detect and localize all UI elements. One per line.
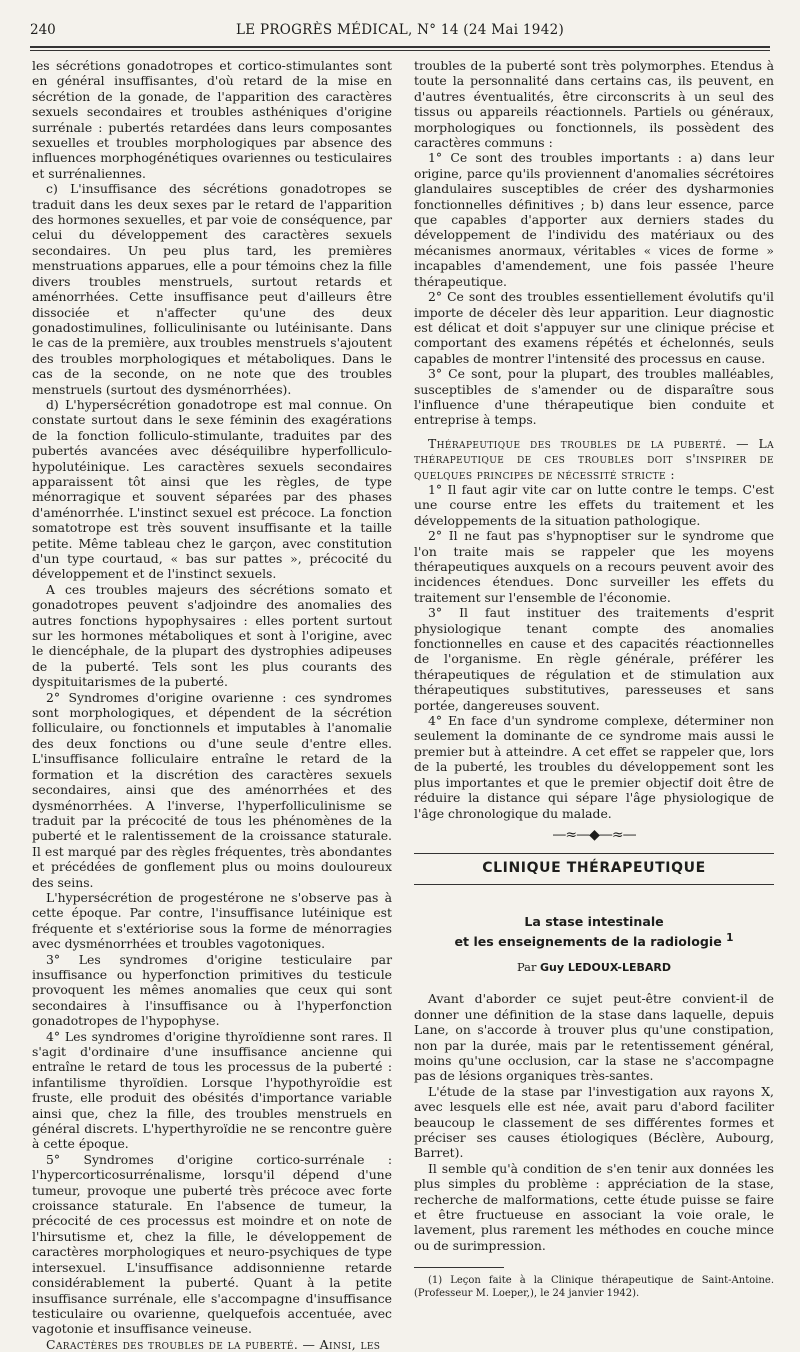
paragraph: 3° Ce sont, pour la plupart, des troubles malléables, susceptibles de s'amender ou de disparaître sous l'influence d'une thérapeutique bien conduite et entreprise à temps. [414, 366, 774, 428]
paragraph: d) L'hypersécrétion gonadotrope est mal connue. On constate surtout dans le sexe féminin des exagérations de la fonction folliculo-stimulante, traduites par des pubertés avancées avec déséquilibre hyperfolliculo-hypolutéinique. Les caractères sexuels secondaires apparaissent tôt ainsi que les règles, de type ménorragique et souvent séparées par des phases d'aménorrhée. L'instinct sexuel est précoce. La fonction somatotrope est très souvent insuffisante et la taille petite. Même tableau chez le garçon, avec constitution d'un type courtaud, « bas sur pattes », précocité du développement et de l'instinct sexuels. [32, 396, 392, 582]
paragraph: 2° Il ne faut pas s'hypnoptiser sur le syndrome que l'on traite mais se rappeler que les moyens thérapeutiques auxquels on a recours peuvent avoir des incidences étendues. Donc surveiller les effets du traitement sur l'ensemble de l'économie. [414, 528, 774, 605]
paragraph: 1° Ce sont des troubles importants : a) dans leur origine, parce qu'ils proviennent d'anomalies sécrétoires glandulaires susceptibles de créer des dysharmonies fonctionnelles définitives ; b) dans leur essence, parce que capables d'apporter aux derniers stades du développement de l'individu des matériaux ou des mécanismes anormaux, véritables « vices de forme » incapables d'amendement, une fois passée l'heure thérapeutique. [414, 150, 774, 289]
section-lead: Caractères des troubles de la puberté. — Ainsi, les [46, 1336, 381, 1352]
paragraph: A ces troubles majeurs des sécrétions somato et gonadotropes peuvent s'adjoindre des anomalies des autres fonctions hypophysaires : elles portent surtout sur les hormones métaboliques et sont à l'origine, avec le diencéphale, de la plupart des dystrophies adipeuses de la puberté. Tels sont les plus courants des dyspituitarismes de la puberté. [32, 581, 392, 690]
paragraph: 2° Ce sont des troubles essentiellement évolutifs qu'il importe de déceler dès leur apparition. Leur diagnostic est délicat et doit s'appuyer sur une clinique précise et comportant des examens répétés et échelonnés, seuls capables de montrer l'intensité des processus en cause. [414, 289, 774, 366]
paragraph: 3° Les syndromes d'origine testiculaire par insuffisance ou hyperfonction primitives du testicule provoquent les mêmes anomalies que ceux qui sont secondaires à l'insuffisance ou à l'hyperfonction gonadotropes de l'hypophyse. [32, 951, 392, 1029]
paragraph: 5° Syndromes d'origine cortico-surrénale : l'hypercorticosurrénalisme, lorsqu'il dépend d'une tumeur, provoque une puberté très précoce avec forte croissance staturale. En l'absence de tumeur, la précocité de ces processus est moindre et on note de l'hirsutisme et, chez la fille, le développement de caractères morphologiques et neuro-psychiques de type intersexuel. L'insuffisance addisonnienne retarde considérablement la puberté. Quant à la petite insuffisance surrénale, elle s'accompagne d'insuffisance testiculaire ou ovarienne, quelquefois accentuée, avec vagotonie et insuffisance veineuse. [32, 1151, 392, 1337]
paragraph: 2° Syndromes d'origine ovarienne : ces syndromes sont morphologiques, et dépendent de la sécrétion folliculaire, ou fonctionnels et imputables à l'anomalie des deux fonctions ou d'une seule d'entre elles. L'insuffisance folliculaire entraîne le retard de la formation et la discrétion des caractères sexuels secondaires, ainsi que des aménorrhées et des dysménorrhées. A l'inverse, l'hyperfolliculinisme se traduit par la précocité de tous les phénomènes de la puberté et le ralentissement de la croissance staturale. Il est marqué par des règles fréquentes, très abondantes et précédées de gonflement plus ou moins douloureux des seins. [32, 689, 392, 890]
header-rule [30, 46, 770, 51]
paragraph: c) L'insuffisance des sécrétions gonadotropes se traduit dans les deux sexes par le retard de l'apparition des hormones sexuelles, et par voie de conséquence, par celui du développement des caractères sexuels secondaires. Un peu plus tard, les premières menstruations apparues, elle a pour témoins chez la fille divers troubles menstruels, surtout retards et aménorrhées. Cette insuffisance peut d'ailleurs être dissociée et n'affecter qu'une des deux gonadostimulines, folliculinisante ou lutéinisante. Dans le cas de la première, aux troubles menstruels s'ajoutent des troubles morphologiques et métaboliques. Dans le cas de la seconde, on ne note que des troubles menstruels (surtout des dysménorrhées). [32, 181, 392, 397]
page-header [30, 18, 770, 42]
article-title [414, 913, 774, 950]
article-title-line-1: La stase intestinale [524, 913, 664, 929]
page-number: 240 [30, 22, 56, 38]
paragraph: troubles de la puberté sont très polymorphes. Etendus à toute la personnalité dans certains cas, ils peuvent, en d'autres éventualités, être circonscrits à un seul des tissus ou appareils réactionnels. Partiels ou généraux, morphologiques ou fonctionnels, ils possèdent des caractères communs : [414, 58, 774, 151]
running-title: LE PROGRÈS MÉDICAL, N° 14 (24 Mai 1942) [235, 22, 565, 38]
paragraph: L'hypersécrétion de progestérone ne s'observe pas à cette époque. Par contre, l'insuffisance lutéinique est fréquente et s'extériorise sous la forme de ménorragies avec dysménorrhées et troubles vagotoniques. [32, 889, 392, 952]
section-lead: Thérapeutique des troubles de la puberté. — La thérapeutique de ces troubles doit s'inspirer de quelques principes de nécessité stricte : [414, 435, 774, 482]
paragraph: 1° Il faut agir vite car on lutte contre le temps. C'est une course entre les effets du traitement et les développements de la situation pathologique. [414, 481, 774, 528]
paragraph: 4° Les syndromes d'origine thyroïdienne sont rares. Il s'agit d'ordinaire d'une insuffisance ancienne qui entraîne le retard de tous les processus de la puberté : infantilisme thyroïdien. Lorsque l'hypothyroïdie est fruste, elle produit des obésités d'importance variable ainsi que, chez la fille, des troubles menstruels en général discrets. L'hyperthyroïdie ne se rencontre guère à cette époque. [32, 1028, 392, 1152]
left-column [32, 58, 392, 1352]
paragraph: Il semble qu'à condition de s'en tenir aux données les plus simples du problème : appréciation de la stase, recherche de malformations, cette étude puisse se faire et être fructueuse en associant la voie orale, le lavement, plus rarement les méthodes en couche mince ou de surimpression. [414, 1160, 774, 1253]
article-title-line-2 [414, 930, 774, 950]
section-rubric: CLINIQUE THÉRAPEUTIQUE [414, 853, 774, 884]
paragraph: les sécrétions gonadotropes et cortico-stimulantes sont en général insuffisantes, d'où retard de la mise en sécrétion de la gonade, de l'apparition des caractères sexuels secondaires et troubles asthéniques d'origine surrénale : pubertés retardées dans leurs composantes sexuelles et troubles morphologiques par absence des influences morphogénétiques ovariennes ou testiculaires et surrénaliennes. [32, 58, 392, 181]
right-column [414, 58, 774, 1300]
article-author [414, 960, 774, 975]
ornament-divider: —≈—◆—≈— [552, 826, 636, 843]
footnote: (1) Leçon faite à la Clinique thérapeutique de Saint-Antoine. (Professeur M. Loeper,), le 24 janvier 1942). [414, 1275, 774, 1300]
paragraph: 3° Il faut instituer des traitements d'esprit physiologique tenant compte des anomalies fonctionnelles en cause et des capacités réactionnelles de l'organisme. En règle générale, préférer les thérapeutiques de régulation et de stimulation aux thérapeutiques substitutives, paresseuses et sans portée, dangereuses souvent. [414, 605, 774, 713]
paragraph: Avant d'aborder ce sujet peut-être convient-il de donner une définition de la stase dans laquelle, depuis Lane, on s'accorde à trouver plus qu'une constipation, non par la durée, mais par le retentissement général, moins qu'une occlusion, car la stase ne s'accompagne pas de lésions organiques très-santes. [414, 991, 774, 1084]
footnote-rule [414, 1267, 504, 1268]
author-name: Guy LEDOUX-LEBARD [540, 960, 671, 974]
footnote-ref: 1 [726, 931, 734, 944]
paragraph: L'étude de la stase par l'investigation aux rayons X, avec lesquels elle est née, avait paru d'abord faciliter beaucoup le classement de ses différentes formes et préciser ses causes étiologiques (Béclère, Aubourg, Barret). [414, 1083, 774, 1161]
paragraph: 4° En face d'un syndrome complexe, déterminer non seulement la dominante de ce syndrome mais aussi le premier but à atteindre. A cet effet se rappeler que, lors de la puberté, les troubles du développement sont les plus importantes et que le premier objectif doit être de réduire la distance qui sépare l'âge physiologique de l'âge chronologique du malade. [414, 713, 774, 821]
article-title-text: et les enseignements de la radiologie [454, 933, 722, 949]
author-prefix: Par [517, 959, 537, 974]
